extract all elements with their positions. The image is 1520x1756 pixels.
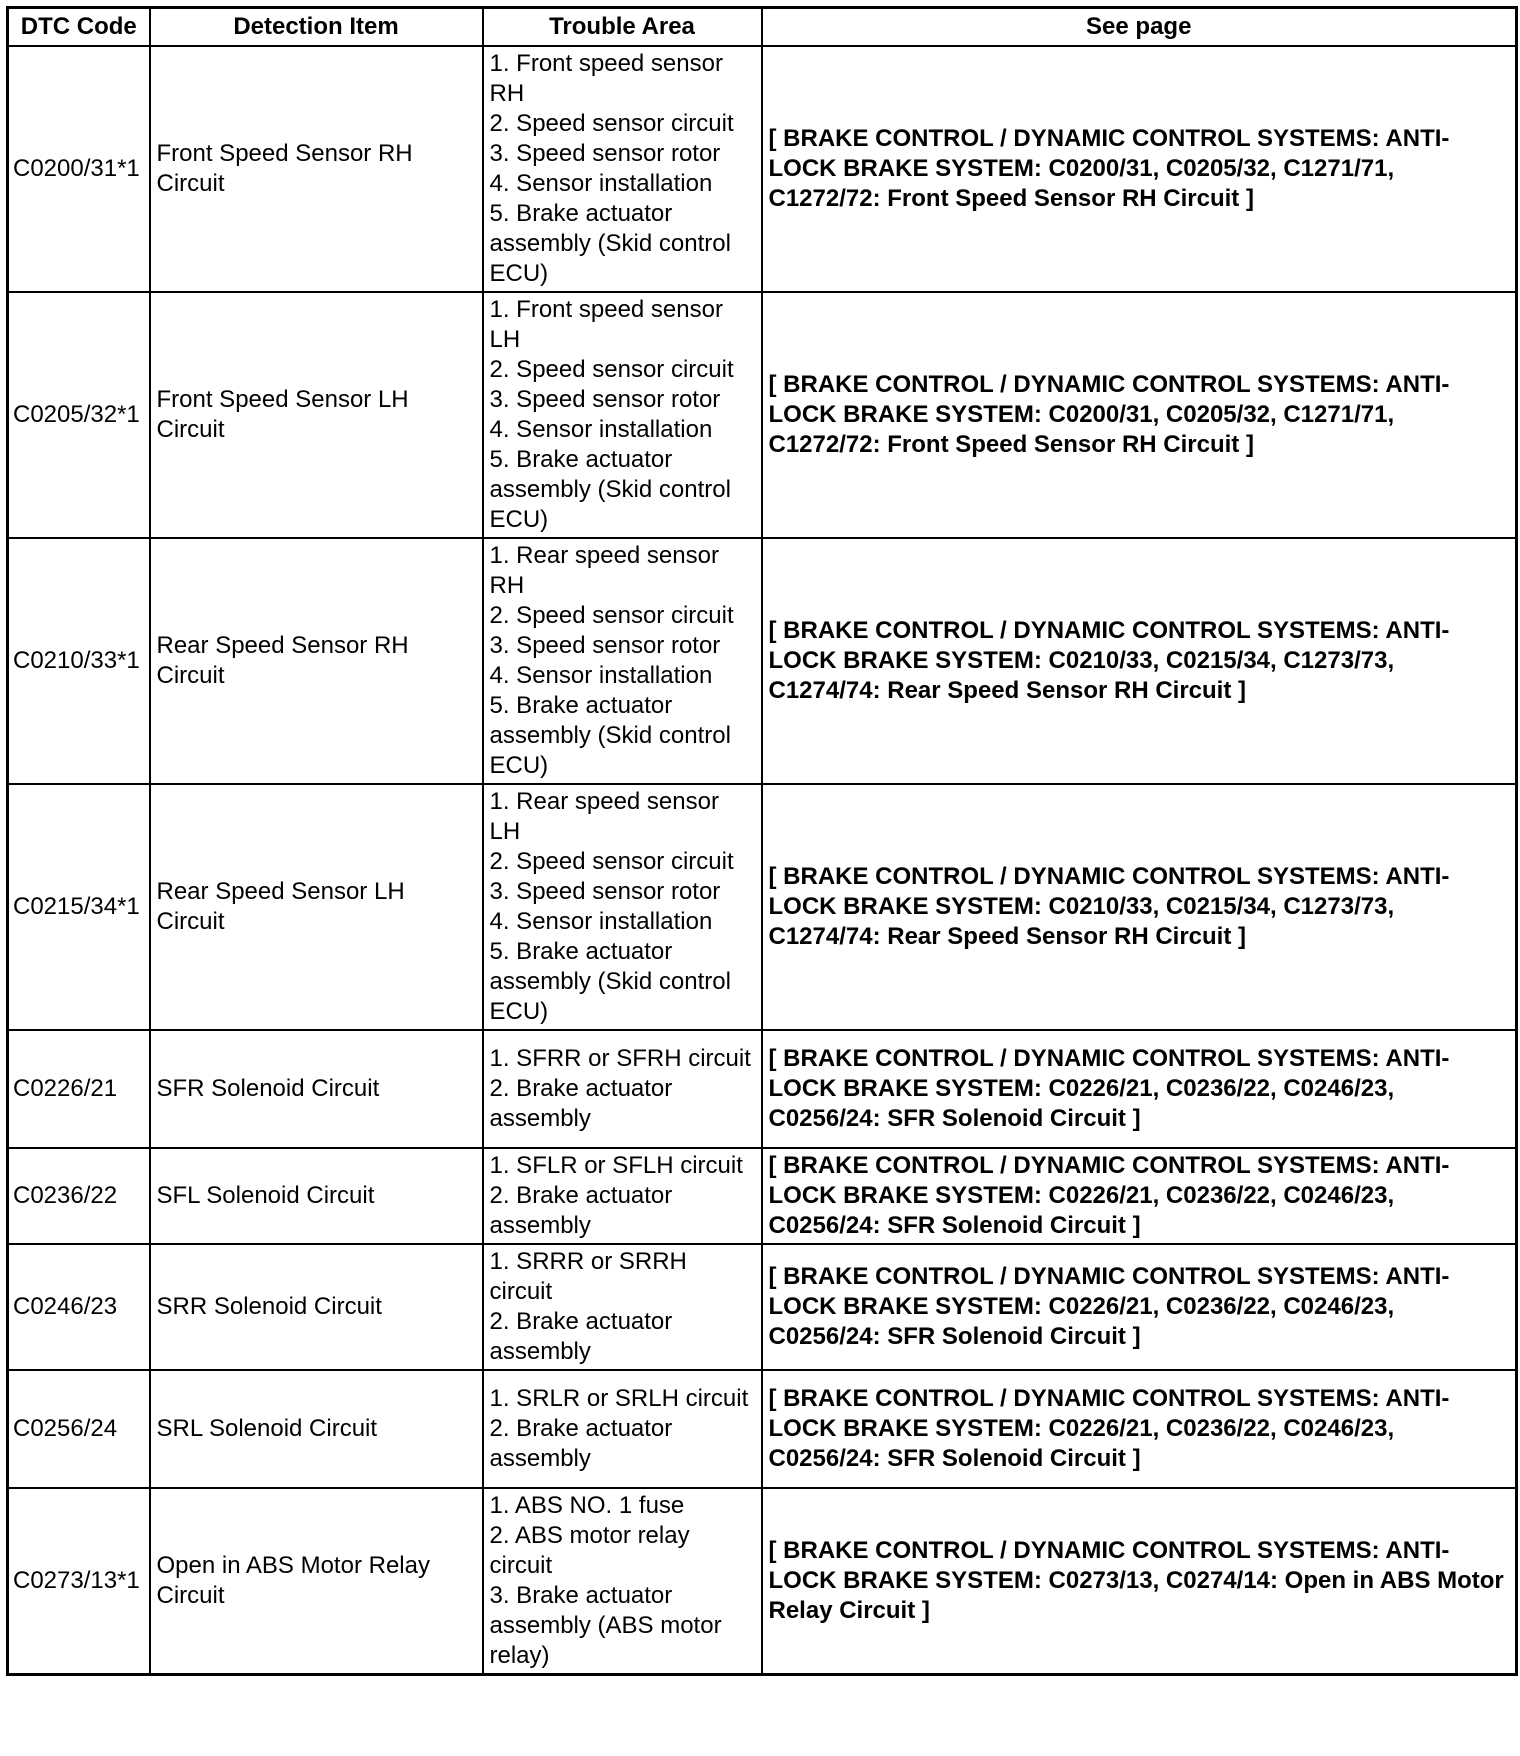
table-row [8, 1030, 1517, 1148]
table-row [8, 1488, 1517, 1675]
trouble-area-line: 1. Front speed sensor LH [489, 296, 723, 353]
see-page-cell: [ BRAKE CONTROL / DYNAMIC CONTROL SYSTEMS: ANTI-LOCK BRAKE SYSTEM: C0210/33, C0215/34, C1273/73, C1274/74: Rear Speed Sensor RH Circuit ] [762, 538, 1517, 784]
trouble-area-line: 1. Front speed sensor RH [489, 50, 723, 107]
dtc-code-cell: C0246/23 [8, 1244, 150, 1370]
see-page-cell: [ BRAKE CONTROL / DYNAMIC CONTROL SYSTEMS: ANTI-LOCK BRAKE SYSTEM: C0273/13, C0274/14: Open in ABS Motor Relay Circuit ] [762, 1488, 1517, 1675]
detection-item-cell: Front Speed Sensor RH Circuit [150, 46, 483, 292]
header-detection-item: Detection Item [150, 8, 483, 47]
see-page-cell: [ BRAKE CONTROL / DYNAMIC CONTROL SYSTEMS: ANTI-LOCK BRAKE SYSTEM: C0200/31, C0205/32, C1271/71, C1272/72: Front Speed Sensor RH Circuit ] [762, 292, 1517, 538]
see-page-cell: [ BRAKE CONTROL / DYNAMIC CONTROL SYSTEMS: ANTI-LOCK BRAKE SYSTEM: C0200/31, C0205/32, C1271/71, C1272/72: Front Speed Sensor RH Circuit ] [762, 46, 1517, 292]
trouble-area-line: 3. Speed sensor rotor [489, 878, 721, 905]
trouble-area-line: 2. Speed sensor circuit [489, 848, 734, 875]
trouble-area-line: 2. ABS motor relay circuit [489, 1522, 690, 1579]
trouble-area-line: 2. Brake actuator assembly [489, 1182, 673, 1239]
trouble-area-line: 4. Sensor installation [489, 416, 713, 443]
detection-item-cell: SRL Solenoid Circuit [150, 1370, 483, 1488]
dtc-code-cell: C0200/31*1 [8, 46, 150, 292]
table-row [8, 1244, 1517, 1370]
trouble-area-line: 1. SRLR or SRLH circuit [489, 1385, 749, 1412]
table-row [8, 46, 1517, 292]
detection-item-cell: SRR Solenoid Circuit [150, 1244, 483, 1370]
detection-item-cell: Front Speed Sensor LH Circuit [150, 292, 483, 538]
table-row [8, 784, 1517, 1030]
trouble-area-line: 2. Speed sensor circuit [489, 602, 734, 629]
dtc-code-cell: C0273/13*1 [8, 1488, 150, 1675]
trouble-area-line: 3. Speed sensor rotor [489, 386, 721, 413]
dtc-code-cell: C0205/32*1 [8, 292, 150, 538]
trouble-area-cell [483, 1488, 762, 1675]
trouble-area-line: 1. Rear speed sensor LH [489, 788, 719, 845]
trouble-area-line: 1. Rear speed sensor RH [489, 542, 719, 599]
table-row [8, 1370, 1517, 1488]
trouble-area-line: 3. Brake actuator assembly (ABS motor relay) [489, 1582, 722, 1669]
trouble-area-line: 2. Brake actuator assembly [489, 1415, 673, 1472]
trouble-area-line: 3. Speed sensor rotor [489, 140, 721, 167]
table-row [8, 1148, 1517, 1244]
trouble-area-line: 5. Brake actuator assembly (Skid control ECU) [489, 938, 731, 1025]
trouble-area-line: 2. Brake actuator assembly [489, 1308, 673, 1365]
trouble-area-line: 2. Speed sensor circuit [489, 356, 734, 383]
dtc-code-cell: C0226/21 [8, 1030, 150, 1148]
trouble-area-line: 1. ABS NO. 1 fuse [489, 1492, 685, 1519]
detection-item-cell: SFR Solenoid Circuit [150, 1030, 483, 1148]
detection-item-cell: Open in ABS Motor Relay Circuit [150, 1488, 483, 1675]
trouble-area-line: 2. Brake actuator assembly [489, 1075, 673, 1132]
see-page-cell: [ BRAKE CONTROL / DYNAMIC CONTROL SYSTEMS: ANTI-LOCK BRAKE SYSTEM: C0226/21, C0236/22, C0246/23, C0256/24: SFR Solenoid Circuit ] [762, 1148, 1517, 1244]
trouble-area-line: 1. SFRR or SFRH circuit [489, 1045, 751, 1072]
trouble-area-line: 5. Brake actuator assembly (Skid control ECU) [489, 200, 731, 287]
trouble-area-cell [483, 1370, 762, 1488]
trouble-area-cell [483, 538, 762, 784]
table-body [8, 46, 1517, 1675]
dtc-table [6, 6, 1518, 1676]
trouble-area-line: 4. Sensor installation [489, 908, 713, 935]
header-see-page: See page [762, 8, 1517, 47]
dtc-code-cell: C0210/33*1 [8, 538, 150, 784]
header-row [8, 8, 1517, 47]
trouble-area-line: 5. Brake actuator assembly (Skid control ECU) [489, 446, 731, 533]
trouble-area-cell [483, 784, 762, 1030]
trouble-area-line: 3. Speed sensor rotor [489, 632, 721, 659]
trouble-area-cell [483, 1244, 762, 1370]
see-page-cell: [ BRAKE CONTROL / DYNAMIC CONTROL SYSTEMS: ANTI-LOCK BRAKE SYSTEM: C0226/21, C0236/22, C0246/23, C0256/24: SFR Solenoid Circuit ] [762, 1370, 1517, 1488]
trouble-area-line: 5. Brake actuator assembly (Skid control ECU) [489, 692, 731, 779]
trouble-area-line: 1. SFLR or SFLH circuit [489, 1152, 743, 1179]
dtc-code-cell: C0256/24 [8, 1370, 150, 1488]
header-trouble-area: Trouble Area [483, 8, 762, 47]
trouble-area-cell [483, 1030, 762, 1148]
trouble-area-cell [483, 1148, 762, 1244]
dtc-code-cell: C0236/22 [8, 1148, 150, 1244]
trouble-area-line: 1. SRRR or SRRH circuit [489, 1248, 687, 1305]
dtc-code-cell: C0215/34*1 [8, 784, 150, 1030]
trouble-area-cell [483, 46, 762, 292]
header-dtc-code: DTC Code [8, 8, 150, 47]
trouble-area-line: 4. Sensor installation [489, 662, 713, 689]
trouble-area-cell [483, 292, 762, 538]
see-page-cell: [ BRAKE CONTROL / DYNAMIC CONTROL SYSTEMS: ANTI-LOCK BRAKE SYSTEM: C0226/21, C0236/22, C0246/23, C0256/24: SFR Solenoid Circuit ] [762, 1244, 1517, 1370]
trouble-area-line: 4. Sensor installation [489, 170, 713, 197]
detection-item-cell: Rear Speed Sensor LH Circuit [150, 784, 483, 1030]
see-page-cell: [ BRAKE CONTROL / DYNAMIC CONTROL SYSTEMS: ANTI-LOCK BRAKE SYSTEM: C0226/21, C0236/22, C0246/23, C0256/24: SFR Solenoid Circuit ] [762, 1030, 1517, 1148]
table-header [8, 8, 1517, 47]
table-row [8, 292, 1517, 538]
trouble-area-line: 2. Speed sensor circuit [489, 110, 734, 137]
table-row [8, 538, 1517, 784]
detection-item-cell: Rear Speed Sensor RH Circuit [150, 538, 483, 784]
see-page-cell: [ BRAKE CONTROL / DYNAMIC CONTROL SYSTEMS: ANTI-LOCK BRAKE SYSTEM: C0210/33, C0215/34, C1273/73, C1274/74: Rear Speed Sensor RH Circuit ] [762, 784, 1517, 1030]
detection-item-cell: SFL Solenoid Circuit [150, 1148, 483, 1244]
